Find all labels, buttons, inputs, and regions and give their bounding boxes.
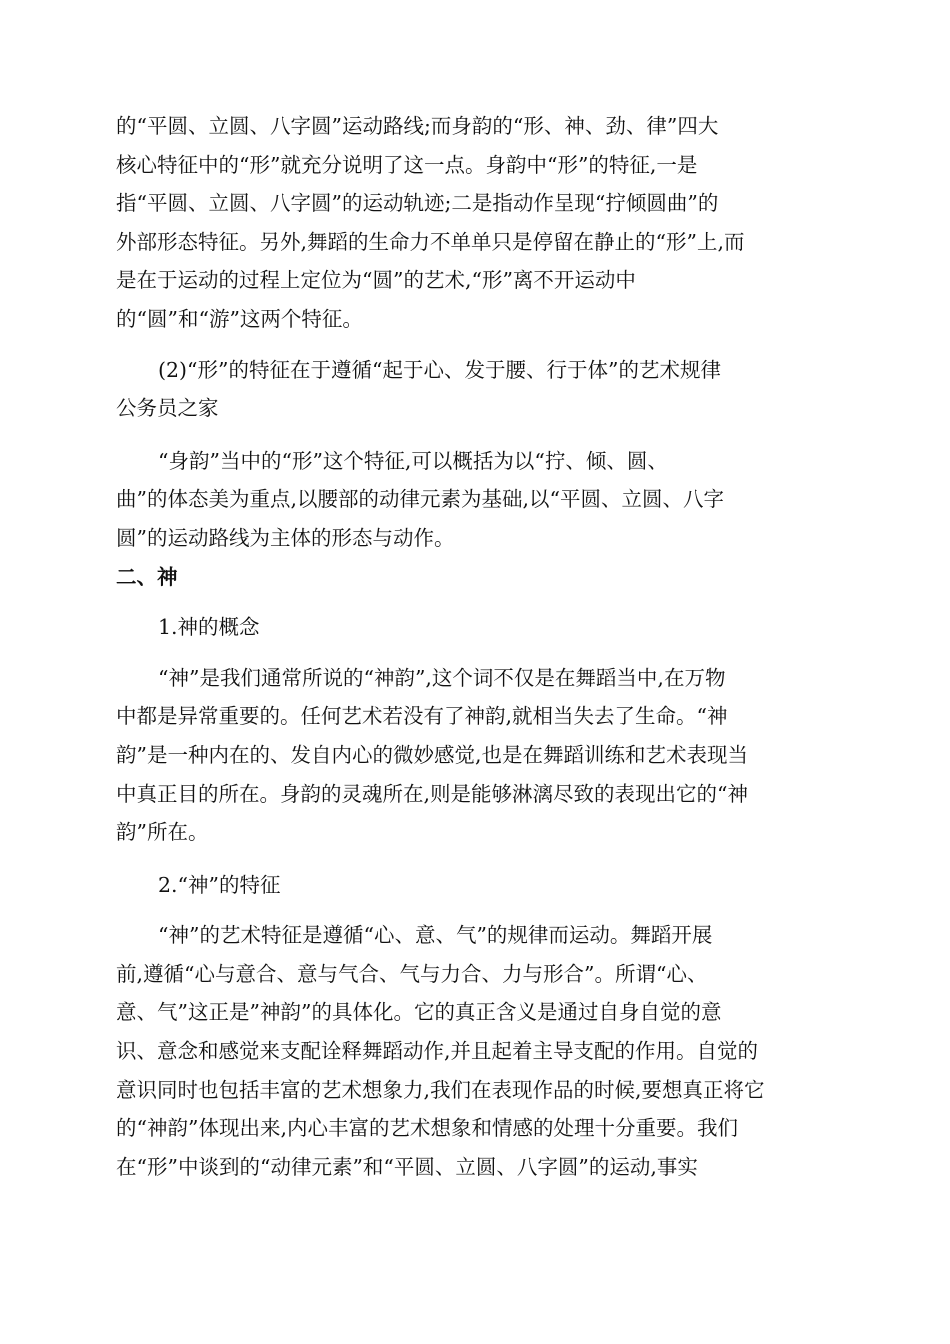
text-line: 的“神韵”体现出来,内心丰富的艺术想象和情感的处理十分重要。我们 — [116, 1116, 738, 1141]
subheading-shen-concept — [116, 608, 836, 647]
text-line: 2.“神”的特征 — [158, 872, 281, 897]
text-line: 识、意念和感觉来支配诠释舞蹈动作,并且起着主导支配的作用。自觉的 — [116, 1039, 759, 1064]
text-line: “身韵”当中的“形”这个特征,可以概括为以“拧、倾、圆、 — [158, 448, 668, 473]
text-line: (2)“形”的特征在于遵循“起于心、发于腰、行于体”的艺术规律 — [158, 357, 721, 382]
text-line: 1.神的概念 — [158, 615, 260, 640]
text-line: 中都是异常重要的。任何艺术若没有了神韵,就相当失去了生命。“神 — [116, 704, 728, 729]
text-line: 前,遵循“心与意合、意与气合、气与力合、力与形合”。所谓“心、 — [116, 961, 708, 986]
text-line: 韵”是一种内在的、发自内心的微妙感觉,也是在舞蹈训练和艺术表现当 — [116, 742, 748, 767]
paragraph-xing-continuation — [116, 107, 836, 339]
subheading-shen-feature — [116, 866, 836, 905]
text-line: 公务员之家 — [116, 396, 219, 421]
text-line: 的“圆”和“游”这两个特征。 — [116, 306, 363, 331]
paragraph-shen-feature — [116, 916, 836, 1186]
text-line: “神”的艺术特征是遵循“心、意、气”的规律而运动。舞蹈开展 — [158, 923, 713, 948]
document-body — [116, 107, 836, 1186]
text-line: 意、气”这正是”神韵”的具体化。它的真正含义是通过自身自觉的意 — [116, 1000, 722, 1025]
text-line: 的“平圆、立圆、八字圆”运动路线;而身韵的“形、神、劲、律”四大 — [116, 114, 719, 138]
text-line: 外部形态特征。另外,舞蹈的生命力不单单只是停留在静止的“形”上,而 — [116, 229, 745, 254]
paragraph-shen-concept — [116, 659, 836, 852]
text-line: 是在于运动的过程上定位为“圆”的艺术,“形”离不开运动中 — [116, 268, 636, 293]
section-heading-shen: 二、神 — [116, 564, 178, 589]
text-line: 在“形”中谈到的“动律元素”和“平圆、立圆、八字圆”的运动,事实 — [116, 1154, 698, 1179]
text-line: 圆”的运动路线为主体的形态与动作。 — [116, 525, 455, 550]
text-line: “神”是我们通常所说的“神韵”,这个词不仅是在舞蹈当中,在万物 — [158, 665, 726, 690]
text-line: 韵”所在。 — [116, 820, 209, 845]
paragraph-xing-feature-rule — [116, 351, 836, 428]
text-line: 意识同时也包括丰富的艺术想象力,我们在表现作品的时候,要想真正将它 — [116, 1077, 765, 1102]
text-line: 中真正目的所在。身韵的灵魂所在,则是能够淋漓尽致的表现出它的“神 — [116, 781, 748, 806]
text-line: 曲”的体态美为重点,以腰部的动律元素为基础,以“平圆、立圆、八字 — [116, 487, 724, 512]
paragraph-shenyun-xing — [116, 442, 836, 558]
text-line: 核心特征中的“形”就充分说明了这一点。身韵中“形”的特征,一是 — [116, 152, 698, 177]
text-line: 指“平圆、立圆、八字圆”的运动轨迹;二是指动作呈现“拧倾圆曲”的 — [116, 191, 719, 216]
